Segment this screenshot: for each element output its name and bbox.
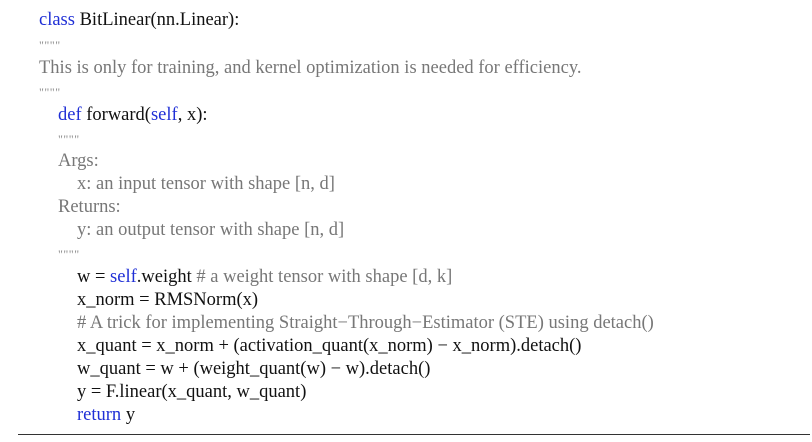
docstring-quote: """" <box>58 132 80 146</box>
comment-text: Args: <box>58 151 99 171</box>
code-text: y = F.linear(x_quant, w_quant) <box>77 382 307 402</box>
comment-text: This is only for training, and kernel optimization is needed for efficiency. <box>39 58 582 78</box>
comment-text: Returns: <box>58 197 121 217</box>
keyword: def <box>58 105 87 125</box>
comment-text: # a weight tensor with shape [d, k] <box>196 267 453 287</box>
code-text: x_quant = x_norm + (activation_quant(x_norm) − x_norm).detach() <box>77 336 582 356</box>
code-line <box>77 358 430 380</box>
code-text: BitLinear(nn.Linear): <box>79 10 240 30</box>
code-line <box>39 33 61 56</box>
comment-text: y: an output tensor with shape [n, d] <box>77 220 345 240</box>
code-line <box>58 104 208 126</box>
code-line <box>77 289 258 311</box>
keyword: self <box>110 267 137 287</box>
code-line <box>77 219 344 241</box>
code-line <box>39 9 239 31</box>
code-text: w_quant = w + (weight_quant(w) − w).detach() <box>77 359 431 379</box>
code-text: forward( <box>86 105 151 125</box>
code-line <box>39 80 61 103</box>
code-line <box>77 335 581 357</box>
bottom-rule <box>18 434 810 435</box>
code-line <box>39 57 582 79</box>
code-line <box>58 196 121 218</box>
code-line <box>58 127 80 150</box>
comment-text: x: an input tensor with shape [n, d] <box>77 174 335 194</box>
code-text: .weight <box>136 267 197 287</box>
code-line <box>58 242 80 265</box>
code-line <box>77 173 335 195</box>
code-text: , x): <box>177 105 208 125</box>
keyword: class <box>39 10 80 30</box>
docstring-quote: """" <box>58 247 80 261</box>
code-line <box>77 312 654 334</box>
docstring-quote: """" <box>39 85 61 99</box>
code-text: x_norm = RMSNorm(x) <box>77 290 259 310</box>
code-line <box>77 381 306 403</box>
code-text: w = <box>77 267 111 287</box>
keyword: return <box>77 405 126 425</box>
code-line <box>77 404 135 426</box>
code-line <box>58 150 99 172</box>
code-line <box>77 266 452 288</box>
comment-text: # A trick for implementing Straight−Through−Estimator (STE) using detach() <box>77 313 654 333</box>
code-text: y <box>125 405 136 425</box>
docstring-quote: """" <box>39 38 61 52</box>
keyword: self <box>150 105 178 125</box>
